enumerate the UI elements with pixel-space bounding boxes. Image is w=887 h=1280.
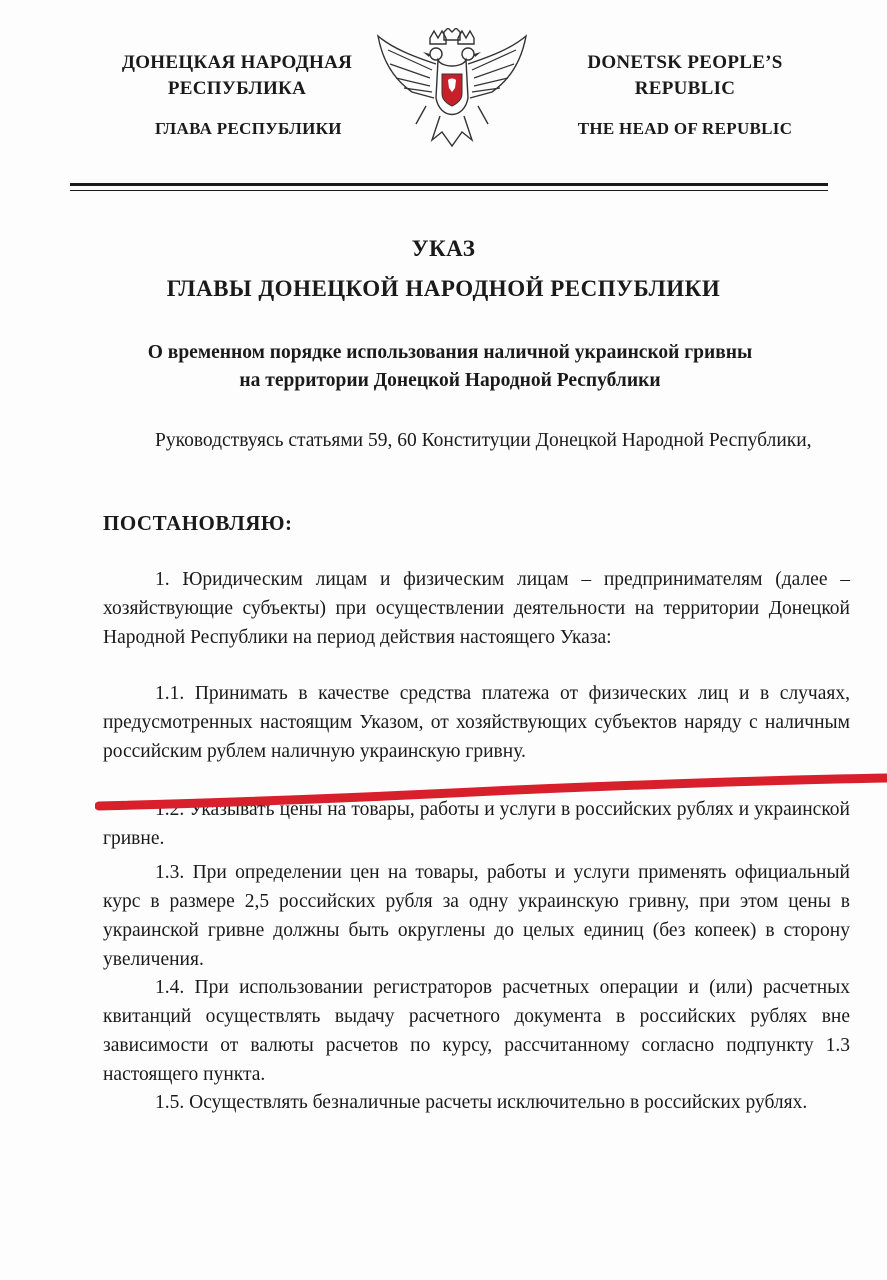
decree-heading: ПОСТАНОВЛЯЮ: xyxy=(103,511,293,535)
letterhead-right-line2: REPUBLIC xyxy=(634,78,736,99)
letterhead-right xyxy=(540,50,830,102)
clause-1: 1. Юридическим лицам и физическим лицам – предпринимателям (далее – хозяйствующие субъекты) при осуществлении деятельности на территории Донецкой Народной Республики на период действия настоящего Указа: xyxy=(103,569,850,648)
clause-1-3: 1.3. При определении цен на товары, работы и услуги применять официальный курс в размере 2,5 российских рубля за одну украинскую гривну, при этом цены в украинской гривне должны быть округлены до целых единиц (без копеек) в сторону увеличения. xyxy=(103,862,850,970)
subject-line2: на территории Донецкой Народной Республики xyxy=(239,370,661,391)
document-title: УКАЗ xyxy=(411,236,476,261)
clause-1-4: 1.4. При использовании регистраторов расчетных операции и (или) расчетных квитанций осуществлять выдачу расчетного документа в российских рублях вне зависимости от валюты расчетов по курсу, рассчитанному согласно подпункту 1.3 настоящего пункта. xyxy=(103,977,850,1085)
clause-1-1: 1.1. Принимать в качестве средства платежа от физических лиц и в случаях, предусмотренных настоящим Указом, от хозяйствующих субъектов наряду с наличным российским рублем наличную украинскую гривну. xyxy=(103,683,850,762)
red-underline-annotation xyxy=(95,766,887,826)
letterhead-right-line1: DONETSK PEOPLE’S xyxy=(587,52,783,73)
header-divider-thick xyxy=(70,183,828,186)
letterhead-right-sub: THE HEAD OF REPUBLIC xyxy=(577,119,793,138)
header-divider-thin xyxy=(70,190,828,191)
letterhead-left-line2: РЕСПУБЛИКА xyxy=(167,78,307,99)
letterhead-left-sub: ГЛАВА РЕСПУБЛИКИ xyxy=(155,119,342,138)
subject-line1: О временном порядке использования наличной украинской гривны xyxy=(147,342,753,363)
clause-1-2: 1.2. Указывать цены на товары, работы и услуги в российских рублях и украинской гривне. xyxy=(103,799,850,849)
letterhead-left xyxy=(92,50,382,102)
letterhead-left-line1: ДОНЕЦКАЯ НАРОДНАЯ xyxy=(121,52,353,73)
clause-1-5: 1.5. Осуществлять безналичные расчеты исключительно в российских рублях. xyxy=(155,1092,808,1113)
document-subject xyxy=(70,339,830,395)
document-title-issuer: ГЛАВЫ ДОНЕЦКОЙ НАРОДНОЙ РЕСПУБЛИКИ xyxy=(166,276,721,301)
double-headed-eagle-emblem-icon xyxy=(372,28,532,158)
preamble-paragraph: Руководствуясь статьями 59, 60 Конституции Донецкой Народной Республики, xyxy=(155,430,812,451)
